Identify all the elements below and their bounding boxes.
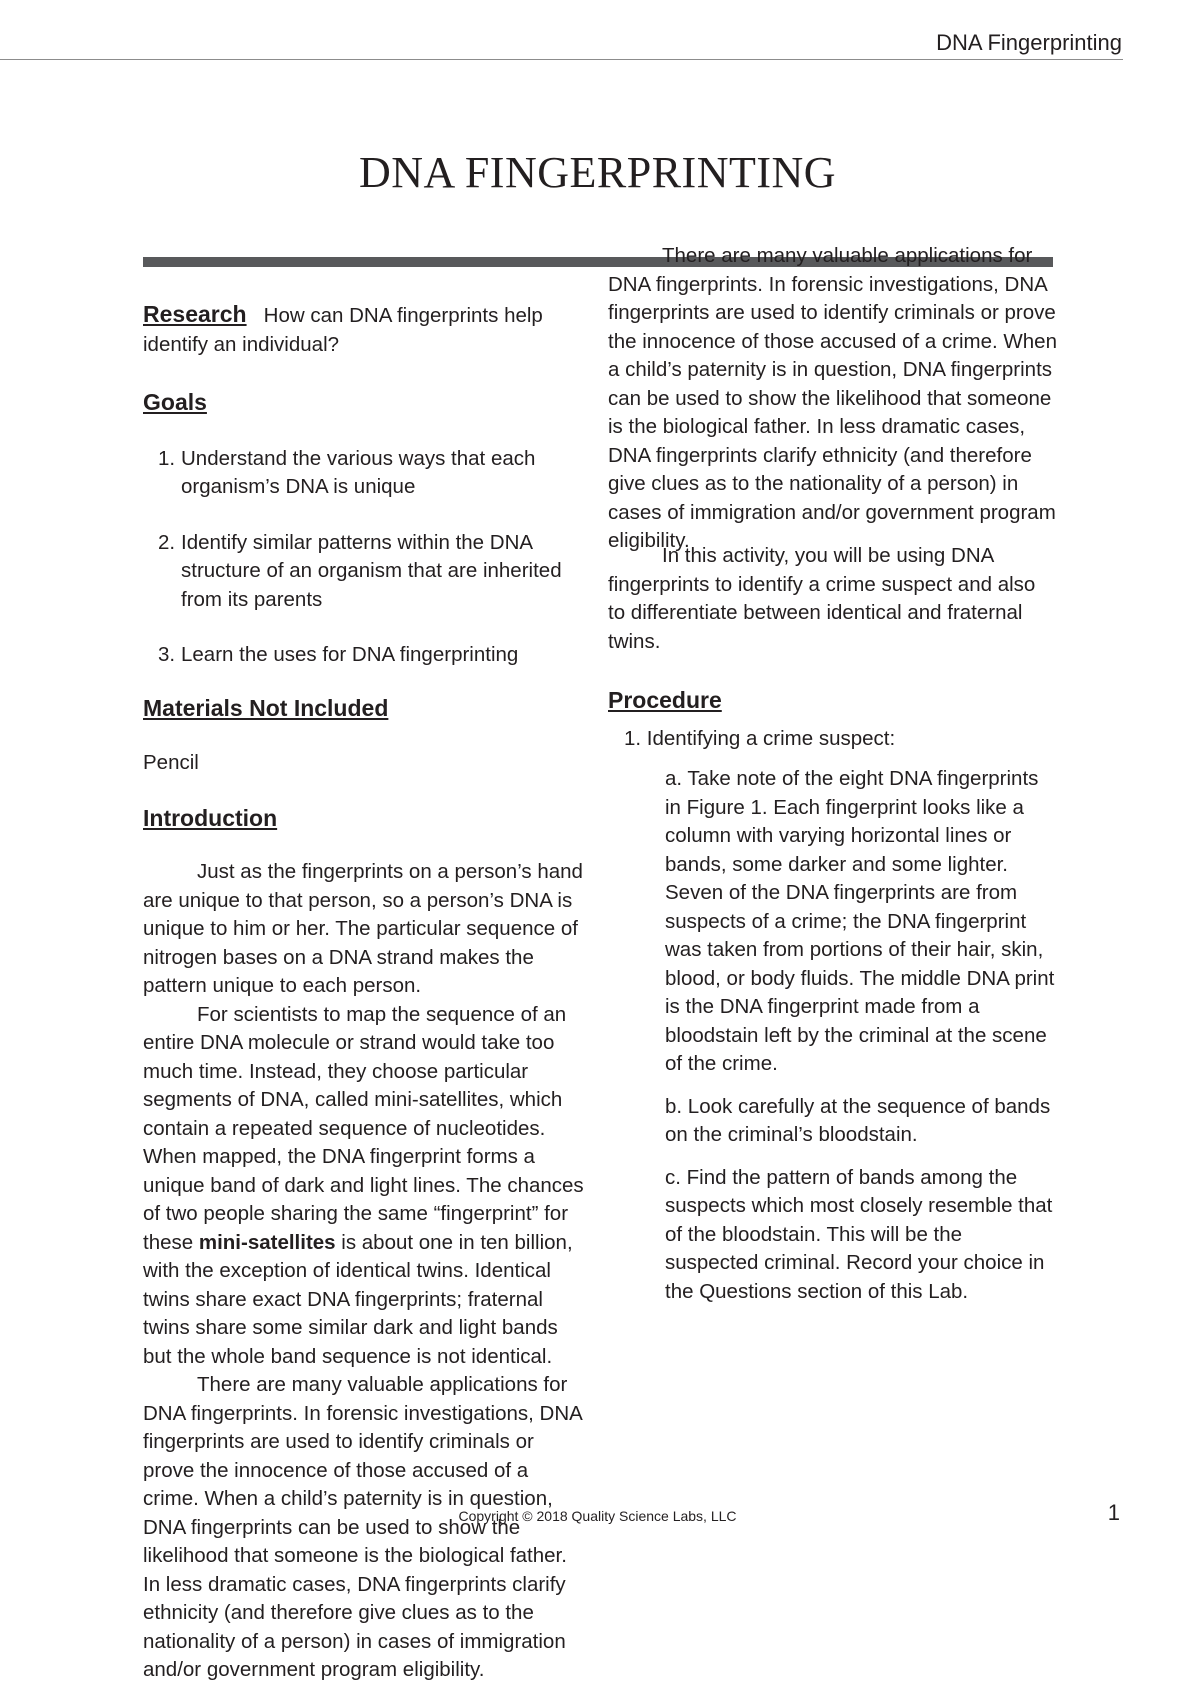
goal-text: Learn the uses for DNA fingerprinting — [181, 643, 519, 666]
materials-heading: Materials Not Included — [143, 694, 389, 721]
goals-list — [143, 445, 588, 670]
procedure-substep-a: a. Take note of the eight DNA fingerprints in Figure 1. Each fingerprint looks like a column with varying horizontal lines or bands, some darker and some lighter. Seven of the DNA fingerprints are from suspects of a crime; the DNA fingerprint was taken from portions of their hair, skin, blood, or body fluids. The middle DNA print is the DNA fingerprint made from a bloodstain left by the criminal at the scene of the crime. — [665, 767, 1055, 1075]
introduction-heading: Introduction — [143, 804, 278, 831]
procedure-substep-c: c. Find the pattern of bands among the suspects which most closely resemble that of the bloodstain. This will be the suspected criminal. Record your choice in the Questions section of this Lab. — [665, 1165, 1053, 1303]
goal-number: 1. — [158, 446, 176, 470]
materials-item: Pencil — [143, 751, 199, 774]
goal-item — [143, 445, 588, 502]
research-question: How can DNA fingerprints help identify an individual? — [143, 304, 543, 356]
procedure-step-1: 1. Identifying a crime suspect: — [624, 726, 896, 750]
goal-number: 3. — [158, 643, 176, 666]
right-column — [608, 244, 1058, 1306]
page-number: 1 — [1107, 1500, 1120, 1525]
intro-paragraph-3-start — [143, 1371, 588, 1681]
intro-p3-text: There are many valuable applications for DNA fingerprints. In forensic investigations, DNA fingerprints are used to identify criminals or prove the innocence of those accused of a crime. When a child’s paternity is in question, DNA fingerprints can be used to show the likelihood that someone is the biological father. In less dramatic cases, DNA fingerprints clarify ethnicity (and therefore give clues as to the nationality of a person) in cases of immigration and/or government program eligibility. — [143, 1373, 582, 1681]
copyright-footer: Copyright © 2018 Quality Science Labs, LLC — [458, 1508, 737, 1524]
intro-paragraph-2 — [143, 1001, 588, 1372]
goal-item — [143, 529, 588, 615]
goal-text: Understand the various ways that each organism’s DNA is unique — [181, 446, 536, 498]
page-title: DNA FINGERPRINTING — [358, 148, 837, 197]
procedure-heading: Procedure — [608, 687, 722, 713]
research-block — [143, 300, 588, 359]
intro-paragraph-1: Just as the fingerprints on a person’s hand are unique to that person, so a person’s DNA is unique to him or her. The particular sequence of nitrogen bases on a DNA strand makes the pattern unique to each person. — [143, 860, 583, 997]
intro-p3-continued-text: There are many valuable applications for DNA fingerprints. In forensic investigations, DNA fingerprints are used to identify criminals or prove the innocence of those accused of a crime. When a child’s paternity is in question, DNA fingerprints can be used to show the likelihood that someone is the biological father. In less dramatic cases, DNA fingerprints clarify ethnicity (and therefore give clues as to the nationality of a person) in cases of immigration and/or government program eligibility. — [608, 244, 1057, 552]
intro-paragraph-4: In this activity, you will be using DNA fingerprints to identify a crime suspect and also to differentiate between identical and fraternal twins. — [608, 544, 1036, 653]
goal-text: Identify similar patterns within the DNA structure of an organism that are inherited from its parents — [181, 530, 562, 611]
header-divider — [0, 59, 1123, 60]
procedure-substep-b: b. Look carefully at the sequence of bands on the criminal’s bloodstain. — [665, 1094, 1051, 1146]
goal-number: 2. — [158, 530, 176, 554]
intro-p2-keyword: mini-satellites — [198, 1230, 336, 1254]
goal-item — [143, 641, 588, 670]
left-column — [143, 300, 588, 1681]
intro-p2-text: For scientists to map the sequence of an entire DNA molecule or strand would take too much time. Instead, they choose particular segments of DNA, called mini-satellites, which contain a repeated sequence of nucleotides. When mapped, the DNA fingerprint forms a unique band of dark and light lines. The chances of two people sharing the same “fingerprint” for these — [143, 1002, 584, 1254]
intro-p2-text-end: is about one in ten billion, with the exception of identical twins. Identical twins share exact DNA fingerprints; fraternal twins share some similar dark and light bands but the whole band sequence is not identical. — [143, 1230, 573, 1368]
research-heading: Research — [143, 301, 247, 327]
running-header: DNA Fingerprinting — [936, 30, 1122, 55]
intro-paragraph-3-continued — [608, 242, 1058, 552]
goals-heading: Goals — [143, 389, 207, 415]
